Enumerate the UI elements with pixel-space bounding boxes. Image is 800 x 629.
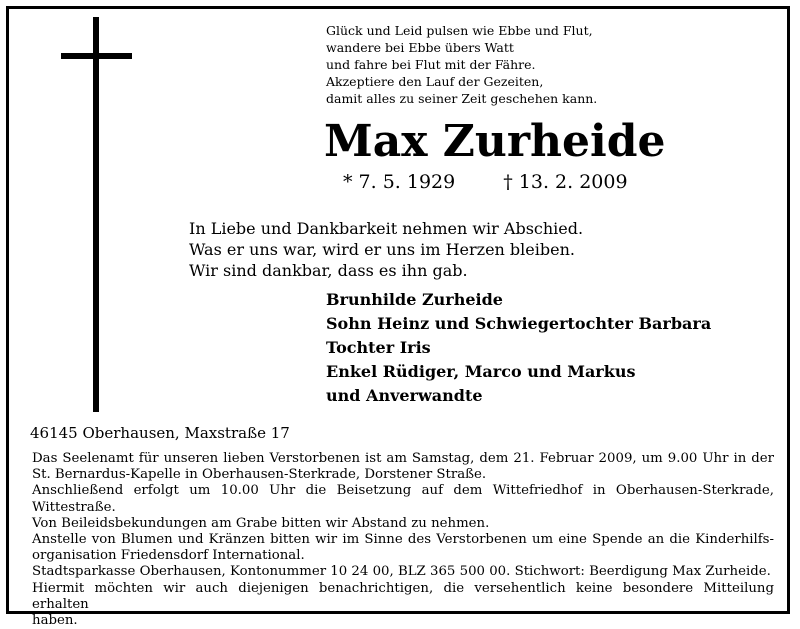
mourners-list [326, 288, 711, 408]
info-line: Von Beileidsbekundungen am Grabe bitten wir Abstand zu nehmen. [32, 515, 490, 531]
poem-line: und fahre bei Flut mit der Fähre. [326, 57, 536, 72]
mourner-entry: Tochter Iris [326, 338, 431, 357]
info-line: Anschließend erfolgt um 10.00 Uhr die Beisetzung auf dem Wittefriedhof in Oberhausen-Sterkrade, Wittestraße. [32, 483, 774, 515]
info-line: organisation Friedensdorf International. [32, 548, 305, 564]
mourner-entry: Brunhilde Zurheide [326, 290, 503, 309]
poem-line: Glück und Leid pulsen wie Ebbe und Flut, [326, 23, 593, 38]
birth-date: * 7. 5. 1929 [343, 171, 456, 193]
deceased-name: Max Zurheide [324, 116, 666, 167]
mourner-entry: Sohn Heinz und Schwiegertochter Barbara [326, 314, 712, 333]
funeral-info [32, 451, 774, 629]
info-line: Hiermit möchten wir auch diejenigen benachrichtigen, die versehentlich keine besondere Mitteilung erhalten [32, 580, 774, 612]
farewell-line: Was er uns war, wird er uns im Herzen bleiben. [189, 240, 575, 259]
cross-horizontal-bar [61, 53, 132, 59]
poem-line: Akzeptiere den Lauf der Gezeiten, [326, 74, 544, 89]
farewell-text [189, 218, 583, 281]
info-line: Das Seelenamt für unseren lieben Verstorbenen ist am Samstag, dem 21. Februar 2009, um 9.00 Uhr in der [32, 451, 774, 466]
life-dates [343, 171, 628, 193]
mourner-entry: und Anverwandte [326, 386, 483, 405]
info-line: St. Bernardus-Kapelle in Oberhausen-Sterkrade, Dorstener Straße. [32, 467, 487, 483]
death-date: † 13. 2. 2009 [503, 171, 628, 193]
family-address: 46145 Oberhausen, Maxstraße 17 [30, 424, 290, 442]
poem [326, 22, 597, 107]
info-line: Stadtsparkasse Oberhausen, Kontonummer 10 24 00, BLZ 365 500 00. Stichwort: Beerdigung Max Zurheide. [32, 564, 771, 580]
mourner-entry: Enkel Rüdiger, Marco und Markus [326, 362, 636, 381]
cross-vertical-bar [93, 17, 99, 412]
poem-line: wandere bei Ebbe übers Watt [326, 40, 514, 55]
poem-line: damit alles zu seiner Zeit geschehen kann. [326, 91, 598, 106]
farewell-line: Wir sind dankbar, dass es ihn gab. [189, 261, 468, 280]
farewell-line: In Liebe und Dankbarkeit nehmen wir Abschied. [189, 219, 584, 238]
info-line: Anstelle von Blumen und Kränzen bitten wir im Sinne des Verstorbenen um eine Spende an die Kinderhilfs- [32, 532, 774, 548]
info-line: haben. [32, 613, 78, 629]
